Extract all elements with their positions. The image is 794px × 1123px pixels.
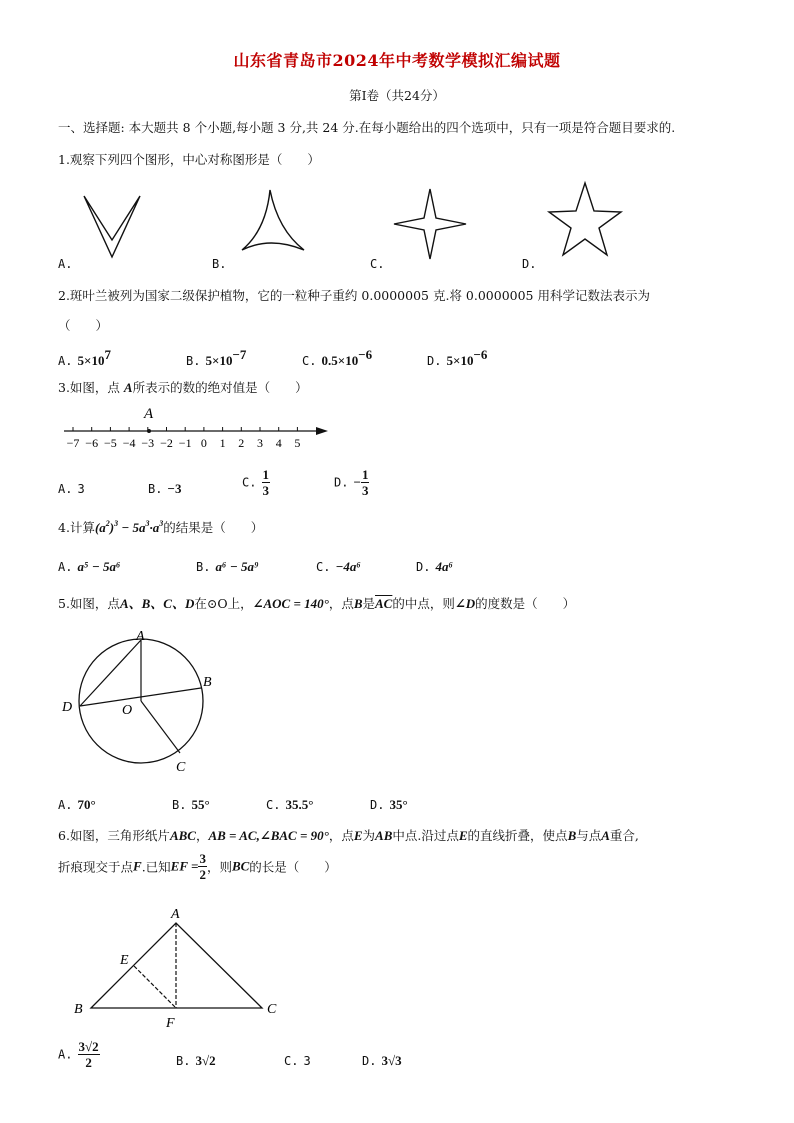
tick-label: 3 (257, 436, 263, 450)
page-title: 山东省青岛市2024年中考数学模拟汇编试题 (233, 51, 561, 70)
label-a: A (171, 907, 180, 922)
tick-label: −7 (66, 436, 80, 450)
q6-option-c: C. 3 (284, 1054, 311, 1068)
q6-option-d: D. 3√3 (362, 1053, 402, 1068)
q2-option-c: C. $0.5\times 10^{-6}$ (302, 347, 373, 368)
q3-stem: 3.如图，点 A所表示的数的绝对值是（ ） (58, 380, 308, 395)
q5-option-b: B. 55° (172, 797, 210, 812)
q4-option-c: C. −4a⁶ (316, 559, 361, 574)
q5-option-d: D. 35° (370, 797, 408, 812)
q1-option-c: C. (370, 257, 385, 271)
q2-option-a: A. $5\times 10^7$ (58, 347, 111, 368)
section-subtitle: 第Ⅰ卷（共24分） (349, 88, 445, 103)
q5-option-c: C. 35.5° (266, 797, 314, 812)
q5-option-a: A. 70° (58, 797, 96, 812)
q5-stem: 5.如图，点A、B、C、D在⊙O上，∠AOC = 140°，点B是$\overline{AC}$的中点，则∠D的度数是（ ） (58, 596, 576, 611)
tick-label: −4 (122, 436, 136, 450)
label-a: A (136, 629, 145, 644)
tick-label: −5 (104, 436, 117, 450)
q4-option-a: A. a⁵ − 5a⁶ (58, 559, 121, 574)
q6-option-a: A. $\frac{3√2}{2}$ (58, 1039, 99, 1070)
q1-option-a: A. (58, 257, 73, 271)
q3-option-b: B. −3 (148, 481, 182, 496)
q1-option-b: B. (212, 257, 227, 271)
q4-option-d: D. 4a⁶ (416, 559, 454, 574)
q2-option-d: D. $5\times 10^{-6}$ (427, 347, 488, 368)
q1-stem: 1.观察下列四个图形，中心对称图形是（ ） (58, 152, 320, 167)
tick-label: 1 (219, 436, 226, 450)
label-b: B (203, 675, 212, 690)
q3-option-d: D. − $\frac{1}{3}$ (334, 467, 369, 498)
q4-stem: 4.计算$(a^2)^3 - 5a^3\cdot a^3$的结果是（ ） (58, 519, 264, 535)
label-o: O (122, 703, 133, 718)
q2-paren: （ ） (58, 318, 109, 333)
q6-stem-line1: 6.如图，三角形纸片ABC，AB = AC,∠BAC = 90°，点E为AB中点.沿过点E的直线折叠，使点B与点A重合, (58, 828, 639, 843)
label-d: D (62, 700, 73, 715)
q2-stem: 2.斑叶兰被列为国家二级保护植物，它的一粒种子重约 0.0000005 克.将 0.0000005 用科学记数法表示为 (58, 288, 650, 303)
tick-label: −2 (160, 436, 173, 450)
label-c: C (176, 760, 186, 775)
q3-option-a: A. 3 (58, 482, 85, 496)
tick-label: −1 (178, 436, 192, 450)
label-c: C (267, 1002, 277, 1017)
q2-option-b: B. $5\times 10^{-7}$ (186, 347, 247, 368)
tick-label: 4 (275, 436, 282, 450)
point-a-label: A (144, 406, 154, 422)
label-e: E (120, 953, 129, 968)
q3-option-c: C. $\frac{1}{3}$ (242, 467, 270, 498)
q6-stem-line2: 折痕现交于点F.已知EF = $\frac{3}{2}$ ，则BC的长是（ ） (58, 851, 337, 882)
tick-label: −3 (141, 436, 155, 450)
label-b: B (74, 1002, 83, 1017)
q4-expression: $(a^2)^3 - 5a^3\cdot a^3$ (94, 519, 164, 535)
tick-label: 0 (200, 436, 207, 450)
label-f: F (166, 1016, 175, 1030)
section-instructions: 一、选择题: 本大题共 8 个小题,每小题 3 分,共 24 分.在每小题给出的四个选项中，只有一项是符合题目要求的. (58, 120, 676, 135)
q1-option-d: D. (522, 257, 537, 271)
tick-label: −6 (85, 436, 99, 450)
q4-option-b: B. a⁶ − 5a⁹ (196, 559, 259, 574)
tick-label: 5 (294, 436, 301, 450)
q6-option-b: B. 3√2 (176, 1053, 216, 1068)
tick-label: 2 (238, 436, 245, 450)
